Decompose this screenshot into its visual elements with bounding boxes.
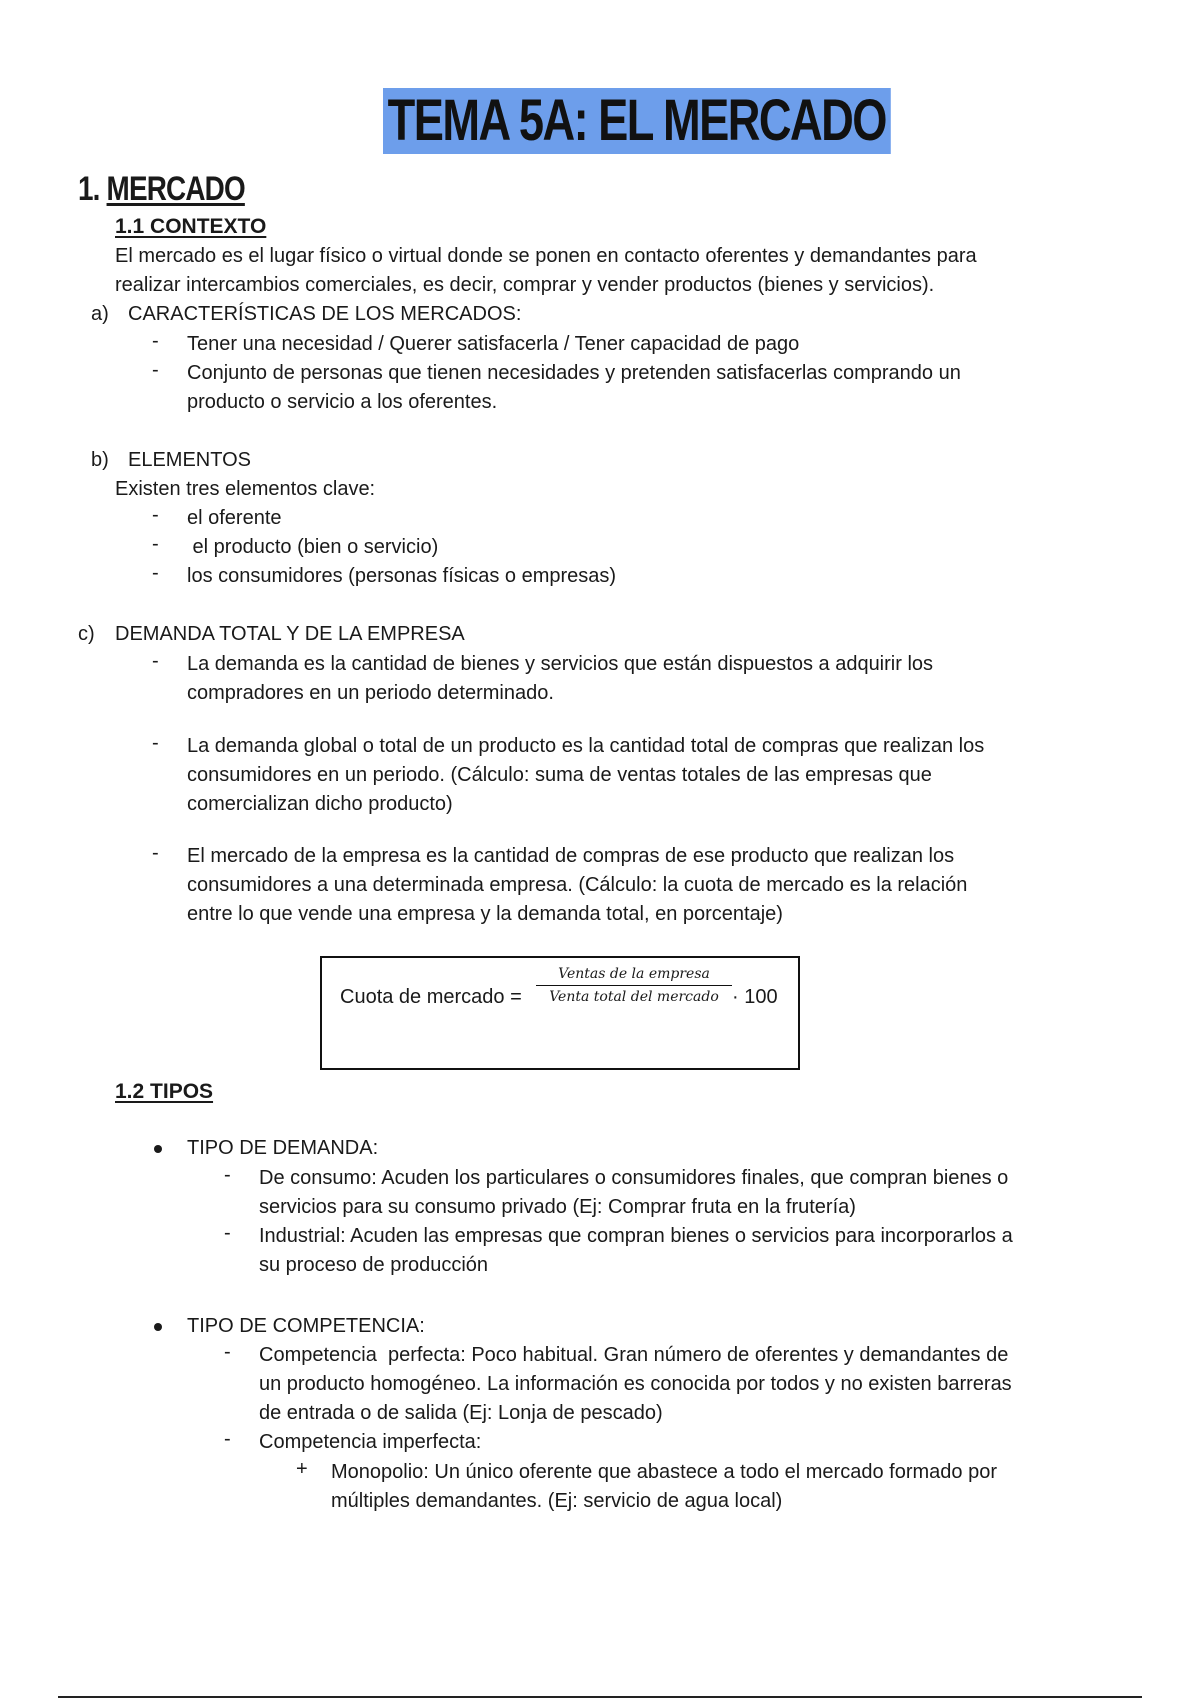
page-title: TEMA 5A: EL MERCADO [383,88,891,154]
context-line: realizar intercambios comerciales, es decir, comprar y vender productos (bienes y servicios). [115,274,935,296]
list-label-b: b) [91,449,109,471]
dash-bullet: - [152,732,159,754]
paragraph-line: Competencia perfecta: Poco habitual. Gran número de oferentes y demandantes de [259,1344,1009,1366]
paragraph-line: entre lo que vende una empresa y la demanda total, en porcentaje) [187,903,783,925]
formula-numerator: Ventas de la empresa [536,966,732,986]
formula-box [320,956,800,1070]
paragraph-line: múltiples demandantes. (Ej: servicio de agua local) [331,1490,783,1512]
elementos-heading: ELEMENTOS [128,449,251,471]
formula-lhs: Cuota de mercado = [340,986,522,1008]
paragraph-line: compradores en un periodo determinado. [187,682,554,704]
section-1-title: MERCADO [106,170,245,208]
list-item: Tener una necesidad / Querer satisfacerla / Tener capacidad de pago [187,333,800,355]
dash-bullet: - [152,562,159,584]
bullet-dot [154,1323,162,1331]
paragraph-line: consumidores en un periodo. (Cálculo: suma de ventas totales de las empresas que [187,764,932,786]
list-item-continuation: producto o servicio a los oferentes. [187,391,498,413]
subsection-1-1-heading: 1.1 CONTEXTO [115,215,267,238]
paragraph-line: comercializan dicho producto) [187,793,453,815]
paragraph-line: La demanda es la cantidad de bienes y servicios que están dispuestos a adquirir los [187,653,934,675]
tipo-demanda-heading: TIPO DE DEMANDA: [187,1137,379,1159]
paragraph-line: El mercado de la empresa es la cantidad de compras de ese producto que realizan los [187,845,955,867]
paragraph-line: consumidores a una determinada empresa. (Cálculo: la cuota de mercado es la relación [187,874,968,896]
plus-bullet: + [296,1458,308,1480]
list-label-a: a) [91,303,109,325]
dash-bullet: - [224,1222,231,1244]
list-item: el oferente [187,507,282,529]
paragraph-line: De consumo: Acuden los particulares o consumidores finales, que compran bienes o [259,1167,1009,1189]
paragraph-line: de entrada o de salida (Ej: Lonja de pescado) [259,1402,663,1424]
dash-bullet: - [152,359,159,381]
section-1-heading [78,170,245,209]
dash-bullet: - [224,1428,231,1450]
dash-bullet: - [152,330,159,352]
list-item: Conjunto de personas que tienen necesidades y pretenden satisfacerlas comprando un [187,362,961,384]
formula-multiplier: · 100 [732,986,778,1008]
bullet-dot [154,1145,162,1153]
paragraph-line: su proceso de producción [259,1254,489,1276]
footer-rule [58,1696,1142,1698]
formula-denominator: Venta total del mercado [549,989,719,1005]
list-item: los consumidores (personas físicas o empresas) [187,565,617,587]
dash-bullet: - [224,1341,231,1363]
dash-bullet: - [152,842,159,864]
paragraph-line: un producto homogéneo. La información es conocida por todos y no existen barreras [259,1373,1012,1395]
paragraph-line: servicios para su consumo privado (Ej: Comprar fruta en la frutería) [259,1196,856,1218]
formula-fraction [536,966,732,1005]
dash-bullet: - [152,504,159,526]
context-line: El mercado es el lugar físico o virtual donde se ponen en contacto oferentes y demandantes para [115,245,977,267]
paragraph-line: Monopolio: Un único oferente que abastece a todo el mercado formado por [331,1461,997,1483]
section-1-number: 1. [78,170,100,208]
caracteristicas-heading: CARACTERÍSTICAS DE LOS MERCADOS: [128,303,522,325]
dash-bullet: - [152,650,159,672]
dash-bullet: - [224,1164,231,1186]
demanda-heading: DEMANDA TOTAL Y DE LA EMPRESA [115,623,465,645]
tipo-competencia-heading: TIPO DE COMPETENCIA: [187,1315,425,1337]
competencia-imperfecta: Competencia imperfecta: [259,1431,482,1453]
elementos-intro: Existen tres elementos clave: [115,478,376,500]
paragraph-line: La demanda global o total de un producto es la cantidad total de compras que realizan los [187,735,985,757]
list-label-c: c) [78,623,95,645]
list-item: el producto (bien o servicio) [187,536,439,558]
dash-bullet: - [152,533,159,555]
paragraph-line: Industrial: Acuden las empresas que compran bienes o servicios para incorporarlos a [259,1225,1013,1247]
subsection-1-2-heading: 1.2 TIPOS [115,1080,214,1103]
